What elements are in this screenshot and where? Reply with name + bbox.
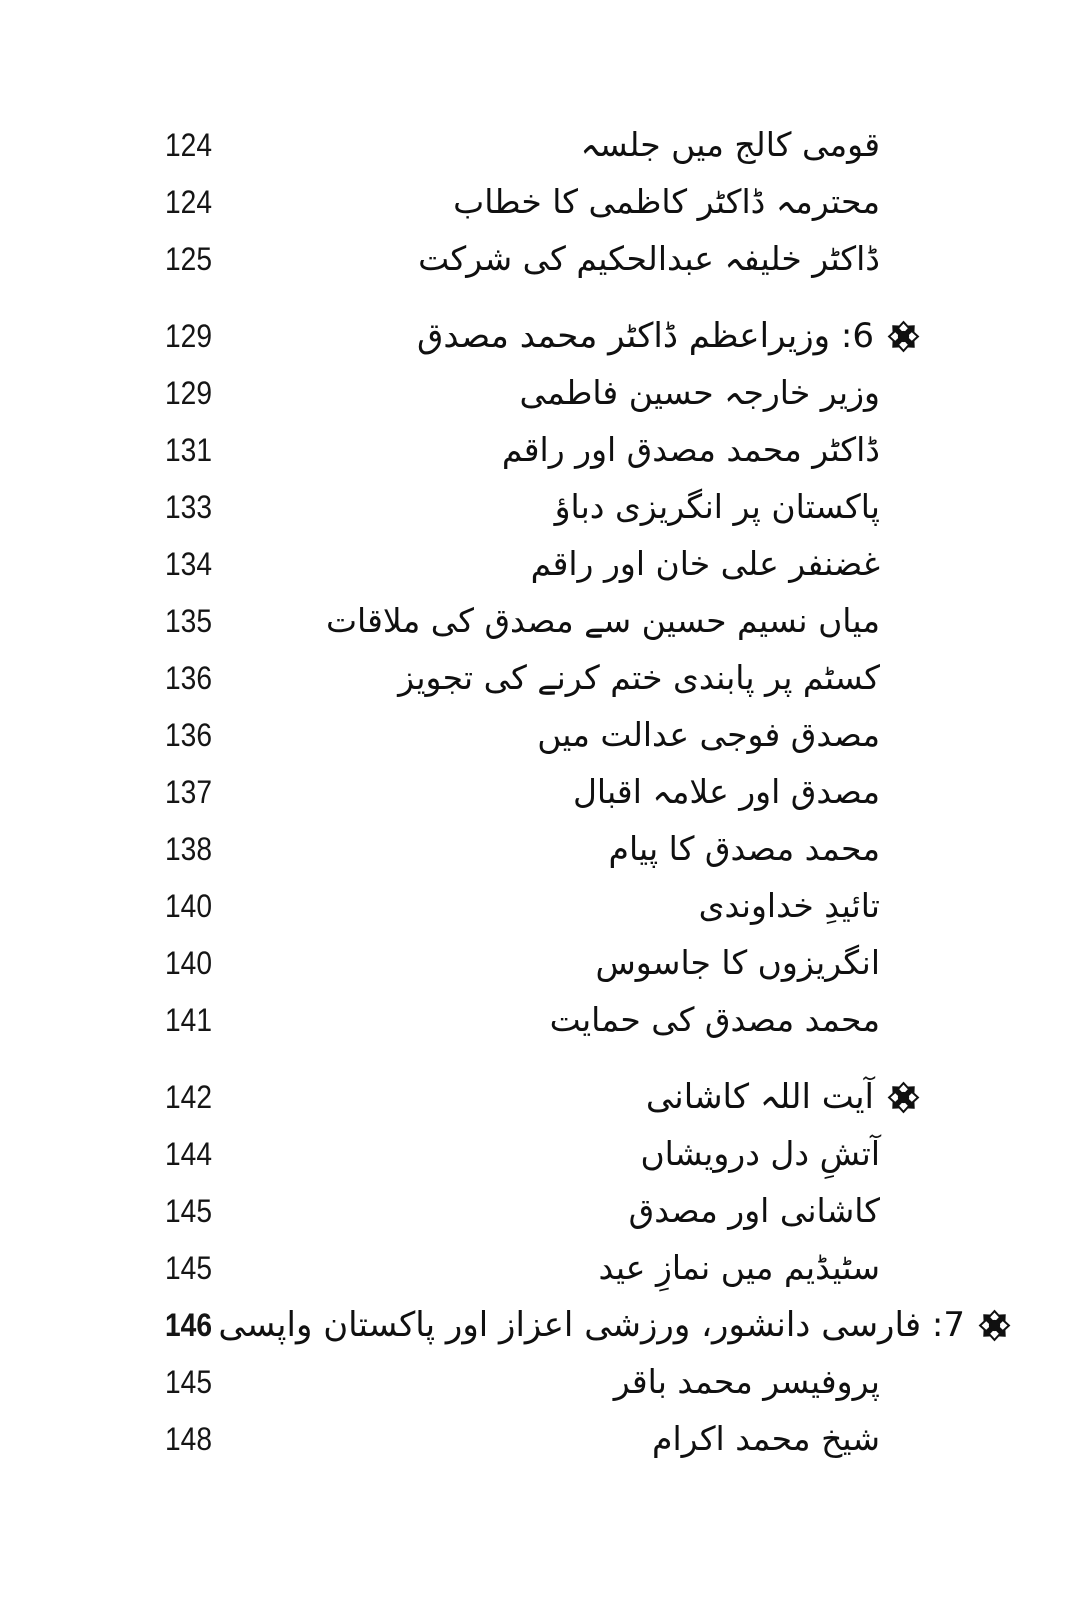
toc-title-group bbox=[555, 485, 880, 530]
toc-entry-row bbox=[165, 650, 920, 707]
toc-entry-row bbox=[165, 1183, 920, 1240]
toc-entry-row bbox=[165, 935, 920, 992]
toc-title-group bbox=[550, 998, 880, 1043]
toc-title-group bbox=[609, 827, 880, 872]
toc-list bbox=[165, 117, 965, 1468]
toc-entry-row bbox=[165, 878, 920, 935]
eight-petal-flower-icon bbox=[887, 320, 920, 353]
toc-entry-row bbox=[165, 536, 920, 593]
toc-entry-title: ڈاکٹر خلیفہ عبدالحکیم کی شرکت bbox=[418, 239, 880, 279]
toc-chapter-row bbox=[165, 308, 920, 365]
toc-title-group bbox=[326, 599, 880, 644]
toc-page-number: 136 bbox=[165, 660, 212, 696]
toc-entry-row bbox=[165, 174, 920, 231]
toc-entry-title: انگریزوں کا جاسوس bbox=[595, 943, 880, 983]
toc-entry-row bbox=[165, 1411, 920, 1468]
eight-petal-flower-icon bbox=[887, 1081, 920, 1114]
toc-title-group bbox=[646, 1075, 920, 1121]
toc-title-group bbox=[417, 314, 920, 360]
toc-entry-title: محمد مصدق کی حمایت bbox=[549, 1000, 880, 1040]
toc-title-group bbox=[520, 371, 880, 416]
toc-entry-title: غضنفر علی خان اور راقم bbox=[530, 544, 880, 584]
toc-title-group bbox=[531, 542, 880, 587]
toc-title-group bbox=[418, 237, 880, 282]
toc-title-group bbox=[614, 1360, 880, 1405]
toc-title-group bbox=[573, 770, 880, 815]
toc-page-number: 124 bbox=[165, 184, 212, 220]
toc-entry-row bbox=[165, 707, 920, 764]
toc-page-number: 129 bbox=[165, 375, 212, 411]
toc-page-number: 133 bbox=[165, 489, 212, 525]
toc-title-group bbox=[629, 1189, 880, 1234]
toc-page-number: 124 bbox=[165, 127, 212, 163]
toc-page-number: 145 bbox=[165, 1193, 212, 1229]
toc-entry-title: پروفیسر محمد باقر bbox=[613, 1362, 880, 1402]
toc-page-number: 145 bbox=[165, 1364, 212, 1400]
toc-chapter-title: 7: فارسی دانشور، ورزشی اعزاز اور پاکستان واپسی bbox=[218, 1304, 965, 1345]
toc-chapter-row bbox=[165, 1297, 965, 1354]
toc-entry-title: محمد مصدق کا پیام bbox=[608, 829, 880, 869]
toc-entry-title: شیخ محمد اکرام bbox=[652, 1419, 880, 1459]
toc-chapter-title: آیت اللہ کاشانی bbox=[645, 1076, 874, 1117]
toc-page-number: 142 bbox=[165, 1079, 212, 1115]
toc-entry-title: قومی کالج میں جلسہ bbox=[580, 125, 880, 165]
toc-title-group bbox=[398, 656, 880, 701]
toc-page-number: 136 bbox=[165, 717, 212, 753]
toc-entry-row bbox=[165, 231, 920, 288]
toc-entry-title: وزیر خارجہ حسین فاطمی bbox=[519, 373, 880, 413]
toc-title-group bbox=[640, 1132, 880, 1177]
toc-entry-title: محترمہ ڈاکٹر کاظمی کا خطاب bbox=[453, 182, 880, 222]
toc-title-group bbox=[502, 428, 880, 473]
toc-title-group bbox=[453, 180, 880, 225]
toc-entry-row bbox=[165, 1126, 920, 1183]
toc-entry-row bbox=[165, 422, 920, 479]
toc-entry-row bbox=[165, 821, 920, 878]
toc-chapter-row bbox=[165, 1069, 920, 1126]
toc-page-number: 137 bbox=[165, 774, 212, 810]
toc-title-group bbox=[595, 941, 880, 986]
toc-entry-row bbox=[165, 365, 920, 422]
toc-entry-title: سٹیڈیم میں نمازِ عید bbox=[598, 1248, 880, 1288]
toc-entry-row bbox=[165, 117, 920, 174]
eight-petal-flower-icon bbox=[978, 1309, 1011, 1342]
toc-page-number: 134 bbox=[165, 546, 212, 582]
toc-chapter-title: 6: وزیراعظم ڈاکٹر محمد مصدق bbox=[416, 315, 874, 356]
toc-title-group bbox=[218, 1303, 1011, 1349]
toc-title-group bbox=[599, 1246, 880, 1291]
toc-page-number: 131 bbox=[165, 432, 212, 468]
toc-entry-row bbox=[165, 1240, 920, 1297]
toc-page-number: 141 bbox=[165, 1002, 212, 1038]
toc-page-number: 129 bbox=[165, 318, 212, 354]
toc-entry-title: کاشانی اور مصدق bbox=[628, 1191, 880, 1231]
toc-page-number: 146 bbox=[165, 1307, 212, 1343]
toc-entry-row bbox=[165, 992, 920, 1049]
toc-page-number: 138 bbox=[165, 831, 212, 867]
toc-title-group bbox=[581, 123, 880, 168]
toc-entry-title: ڈاکٹر محمد مصدق اور راقم bbox=[501, 430, 880, 470]
toc-title-group bbox=[652, 1417, 880, 1462]
toc-title-group bbox=[699, 884, 880, 929]
toc-page-number: 140 bbox=[165, 945, 212, 981]
toc-page-number: 148 bbox=[165, 1421, 212, 1457]
toc-entry-title: میاں نسیم حسین سے مصدق کی ملاقات bbox=[325, 601, 880, 641]
toc-page-number: 135 bbox=[165, 603, 212, 639]
toc-page-number: 140 bbox=[165, 888, 212, 924]
toc-entry-title: کسٹم پر پابندی ختم کرنے کی تجویز bbox=[398, 658, 880, 698]
toc-entry-title: مصدق فوجی عدالت میں bbox=[537, 715, 880, 755]
toc-entry-row bbox=[165, 593, 920, 650]
toc-entry-title: آتشِ دل درویشاں bbox=[640, 1134, 880, 1174]
toc-title-group bbox=[537, 713, 880, 758]
toc-page-number: 144 bbox=[165, 1136, 212, 1172]
toc-page-number: 145 bbox=[165, 1250, 212, 1286]
toc-entry-row bbox=[165, 479, 920, 536]
toc-page-number: 125 bbox=[165, 241, 212, 277]
toc-entry-title: پاکستان پر انگریزی دباؤ bbox=[554, 487, 880, 527]
toc-entry-row bbox=[165, 764, 920, 821]
toc-entry-title: مصدق اور علامہ اقبال bbox=[572, 772, 880, 812]
toc-entry-title: تائیدِ خداوندی bbox=[698, 886, 880, 926]
toc-entry-row bbox=[165, 1354, 920, 1411]
